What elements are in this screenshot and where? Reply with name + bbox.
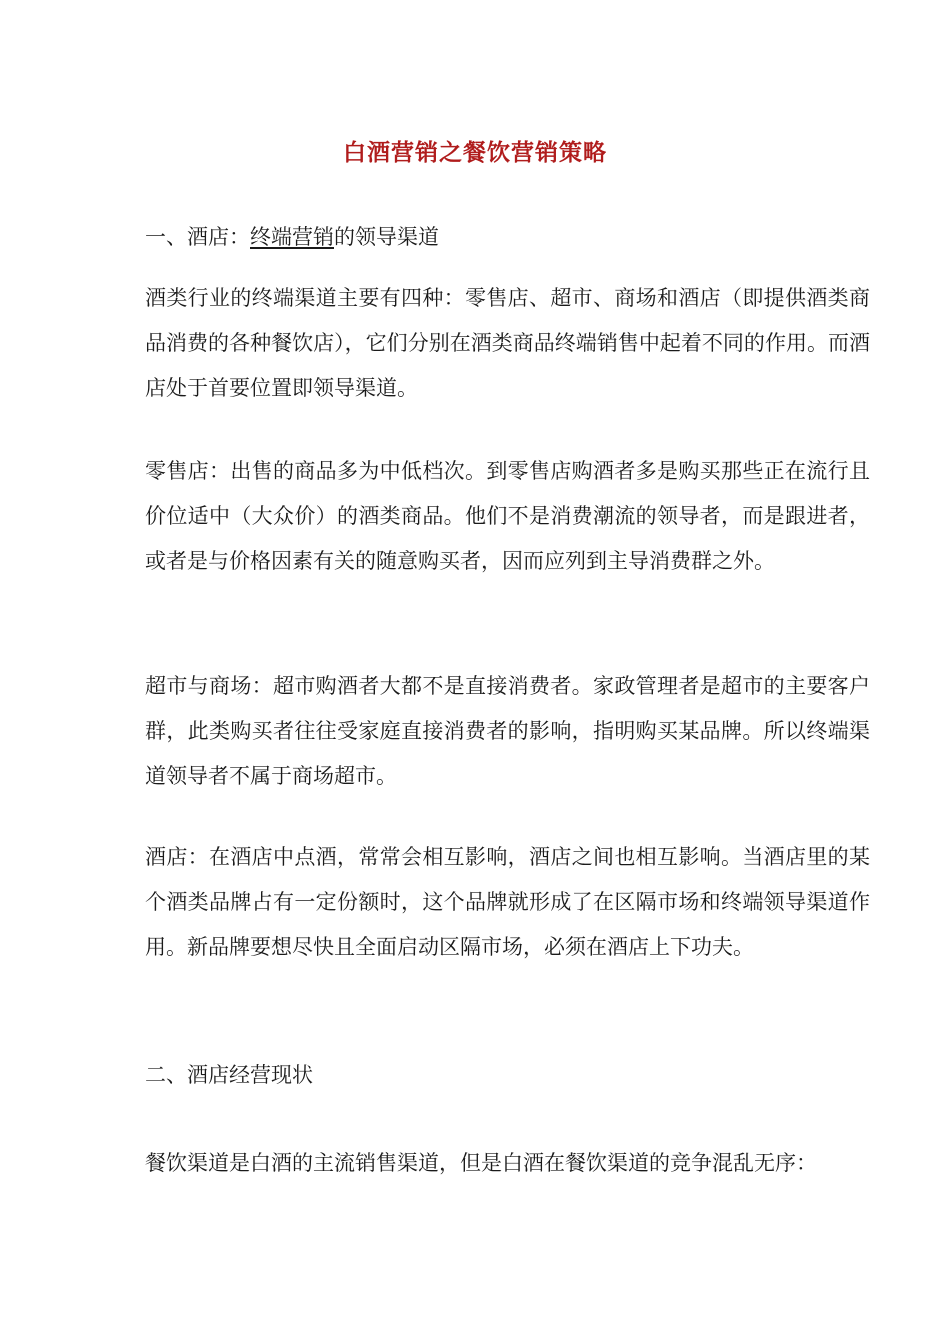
section-heading-1-prefix: 一、酒店： (145, 225, 250, 249)
document-title: 白酒营销之餐饮营销策略 (343, 139, 607, 166)
terminal-marketing-link[interactable]: 终端营销 (250, 225, 334, 249)
paragraph-supermarket: 超市与商场：超市购酒者大都不是直接消费者。家政管理者是超市的主要客户群，此类购买者往往受家庭直接消费者的影响，指明购买某品牌。所以终端渠道领导者不属于商场超市。 (145, 674, 870, 788)
paragraph-section2: 餐饮渠道是白酒的主流销售渠道，但是白酒在餐饮渠道的竞争混乱无序： (145, 1151, 817, 1175)
section-heading-1 (145, 222, 439, 252)
section-heading-1-suffix: 的领导渠道 (334, 225, 439, 249)
section-heading-2: 二、酒店经营现状 (145, 1063, 313, 1087)
paragraph-hotel: 酒店：在酒店中点酒，常常会相互影响，酒店之间也相互影响。当酒店里的某个酒类品牌占有一定份额时，这个品牌就形成了在区隔市场和终端领导渠道作用。新品牌要想尽快且全面启动区隔市场，必须在酒店上下功夫。 (145, 845, 870, 959)
paragraph-retail: 零售店：出售的商品多为中低档次。到零售店购酒者多是购买那些正在流行且价位适中（大众价）的酒类商品。他们不是消费潮流的领导者，而是跟进者，或者是与价格因素有关的随意购买者，因而应列到主导消费群之外。 (145, 459, 870, 573)
paragraph-intro: 酒类行业的终端渠道主要有四种：零售店、超市、商场和酒店（即提供酒类商品消费的各种餐饮店），它们分别在酒类商品终端销售中起着不同的作用。而酒店处于首要位置即领导渠道。 (145, 286, 870, 400)
